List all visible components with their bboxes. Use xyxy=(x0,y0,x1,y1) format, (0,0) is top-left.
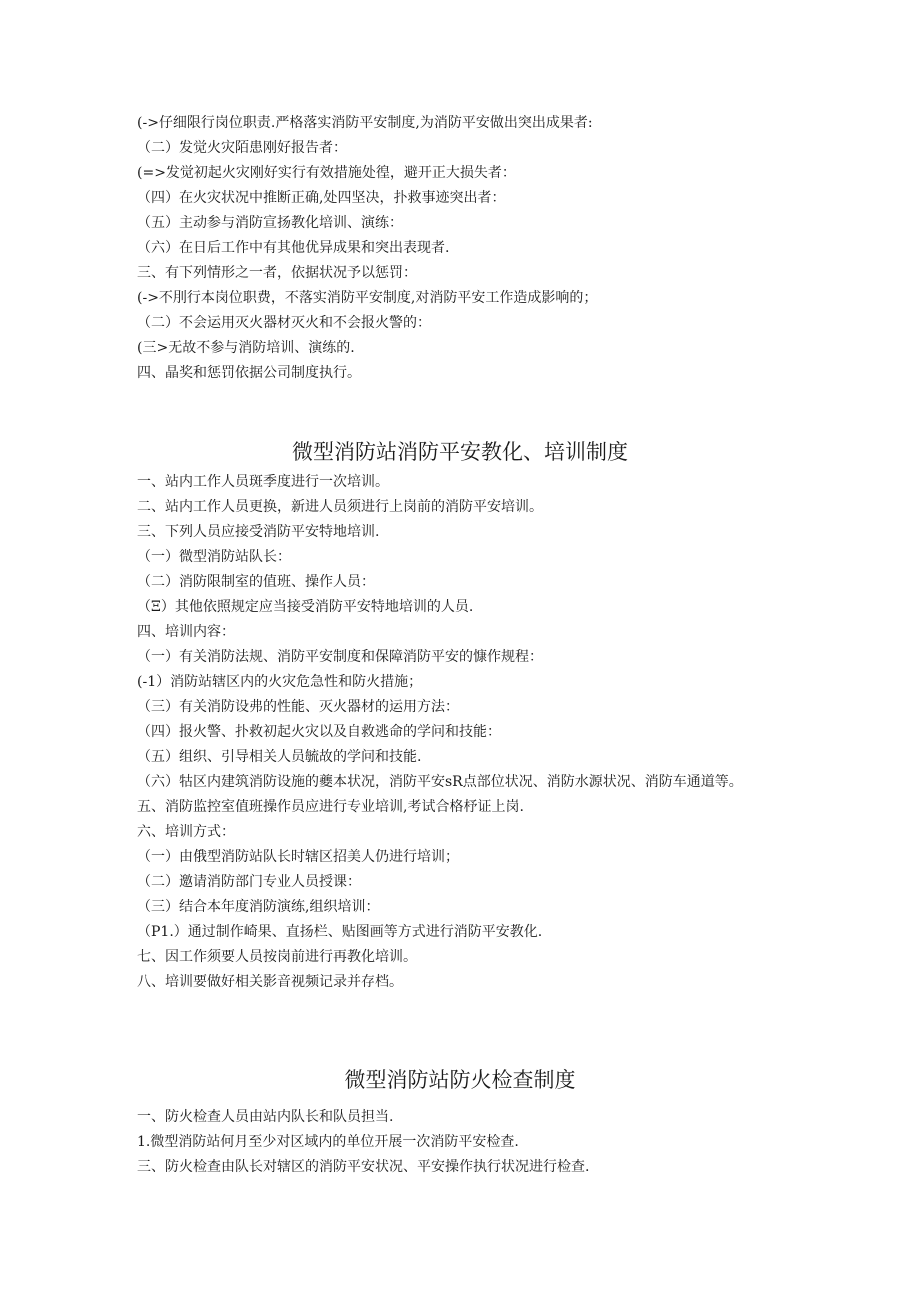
list-item: （二）不会运用灭火器材灭火和不会报火警的： xyxy=(137,315,431,331)
list-item: （三）结合本年度消防演练,组织培训： xyxy=(137,899,380,915)
list-item: （二）邀请消防部门专业人员授课： xyxy=(137,874,361,890)
list-item: （一）由俄型消防站队长时辖区招美人仍进行培训； xyxy=(137,849,459,865)
list-item: 四、晶奖和惩罚依据公司制度执行。 xyxy=(137,365,361,381)
list-item: (->仔细限行岗位职责.严格落实消防平安制度,为消防平安做出突出成果者: xyxy=(137,115,593,131)
list-item: 六、培训方式： xyxy=(137,824,235,840)
section-rewards-penalties xyxy=(137,111,787,386)
list-item: （一）微型消防站队长： xyxy=(137,549,291,565)
list-item: （Ξ）其他依照规定应当接受消防平安特地培训的人员. xyxy=(137,599,474,615)
list-item: (=>发觉初起火灾刚好实行有效措施处徨，避开正大损失者： xyxy=(137,165,516,181)
list-item: 一、站内工作人员斑季度进行一次培训。 xyxy=(137,474,389,490)
list-item: 1.微型消防站何月至少对区域内的单位开展一次消防平安检查. xyxy=(137,1134,519,1150)
list-item: （一）有关消防法规、消防平安制度和保障消防平安的慷作规程： xyxy=(137,649,543,665)
list-item: （三）有关消防设弗的性能、灭火器材的运用方法： xyxy=(137,699,459,715)
section-title-training: 微型消防站消防平安教化、培训制度 xyxy=(292,440,628,464)
list-item: (->不刖行本岗位职费，不落实消防平安制度,对消防平安工作造成影响的； xyxy=(137,290,598,306)
list-item: （五）组织、引导相关人员毓故的学问和技能. xyxy=(137,749,422,765)
list-item: 二、站内工作人员更换，新进人员须进行上岗前的消防平安培训。 xyxy=(137,499,543,515)
section-title-fire-inspection: 微型消防站防火检查制度 xyxy=(344,1068,576,1092)
list-item: (三>无故不参与消防培训、演练的. xyxy=(137,340,355,356)
list-item: 七、因工作须要人员按岗前进行再教化培训。 xyxy=(137,949,417,965)
list-item: （六）牯区内建筑消防设施的夔本状况，消防平安sR点部位状况、消防水源状况、消防车通道等。 xyxy=(137,774,743,790)
list-item: (-1）消防站辖区内的火灾危急性和防火措施； xyxy=(137,674,423,690)
list-item: （二）发觉火灾陌患刚好报告者： xyxy=(137,140,347,156)
list-item: （四）在火灾状况中推断正确,处四坚决，扑救事迹突出者： xyxy=(137,190,506,206)
list-item: 三、有下列情形之一者，依据状况予以惩罚： xyxy=(137,265,417,281)
list-item: （六）在日后工作中有其他优异成果和突出表现者. xyxy=(137,240,450,256)
section-fire-inspection xyxy=(137,1105,787,1180)
list-item: 四、培训内容： xyxy=(137,624,235,640)
list-item: （五）主动参与消防宣扬教化培训、演练： xyxy=(137,215,403,231)
list-item: 三、下列人员应接受消防平安特地培训. xyxy=(137,524,380,540)
list-item: 一、防火检查人员由站内队长和队员担当. xyxy=(137,1109,394,1125)
list-item: （四）报火警、扑救初起火灾以及自救逃命的学问和技能： xyxy=(137,724,501,740)
list-item: 五、消防监控室值班操作员应进行专业培训,考试合格杼证上岗. xyxy=(137,799,524,815)
list-item: 八、培训要做好相关影音视频记录并存档。 xyxy=(137,974,403,990)
section-training xyxy=(137,470,787,995)
list-item: （P1.）通过制作崎果、直扬栏、贴图画等方式进行消防平安教化. xyxy=(137,924,543,940)
list-item: （二）消防限制室的值班、操作人员： xyxy=(137,574,375,590)
list-item: 三、防火检查由队长对辖区的消防平安状况、平安操作执行状况进行检查. xyxy=(137,1159,590,1175)
